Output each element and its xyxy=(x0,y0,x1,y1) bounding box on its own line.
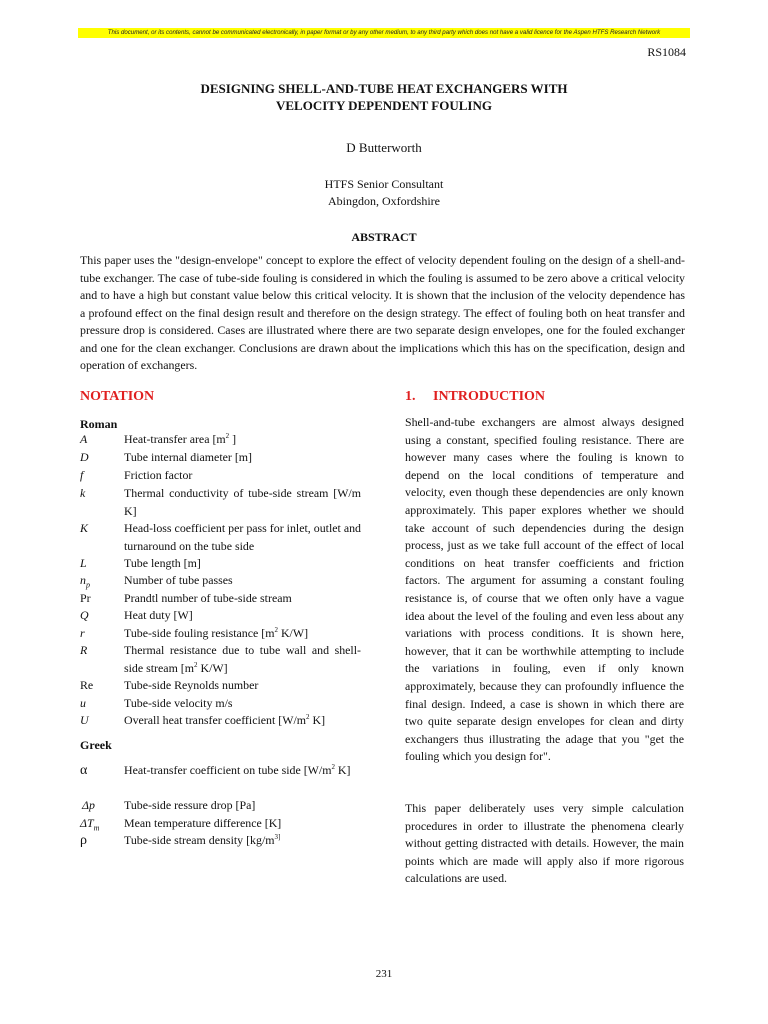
notation-description: Tube-side ressure drop [Pa] xyxy=(124,798,256,812)
notation-symbol: Q xyxy=(80,608,89,622)
introduction-paragraph-2: This paper deliberately uses very simple calculation procedures in order to illustrate the phenomena clearly without getting distracted with details. However, the main points which are made will apply also if more rigorous calculations are used. xyxy=(405,801,684,886)
notation-description: Tube-side Reynolds number xyxy=(124,678,259,692)
notation-description: Thermal conductivity of tube-side stream [W/m K] xyxy=(124,486,361,518)
abstract-text: This paper uses the "design-envelope" concept to explore the effect of velocity dependent fouling on the design of a shell-and-tube exchanger. The case of tube-side fouling is considered in which the fouling is assumed to be zero above a critical velocity and to have a high but constant value below this critical velocity. It is shown that the inclusion of the velocity dependence has a profound effect on the final design result and therefore on the design strategy. The effect of fouling both on heat transfer and pressure drop is considered. Cases are illustrated where there are two separate design envelopes, one for the fouled exchanger and one for the clean exchanger. Conclusions are drawn about the implications which this has on the specification, design and operation of exchangers. xyxy=(80,253,685,372)
introduction-paragraph-1: Shell-and-tube exchangers are almost always designed using a constant, specified fouling resistance. There are however many cases where the fouling is known to depend on the local conditions of temperature and velocity, even though these dependencies are only known approximately. This paper explores whether we should take account of such dependencies during the design process, just as we take full account of the effect of local conditions on heat transfer coefficients and friction factors. The argument for assuming a constant fouling resistance is, of course that we often only have a vague idea about the level of the fouling and even less about any variations with process conditions. It is shown here, however, that it can be worthwhile attempting to include the variations in fouling, even if only known approximately, because they can profoundly influence the final design. Indeed, a case is shown in which there are two quite separate design envelopes for clean and dirty exchangers thus illustrating the adage that you "get the fouling which you design for". xyxy=(405,415,684,764)
notation-row xyxy=(80,485,360,520)
notation-symbol: D xyxy=(80,450,89,464)
title-line-2: VELOCITY DEPENDENT FOULING xyxy=(276,98,492,113)
notation-description: Mean temperature difference [K] xyxy=(124,816,282,830)
affiliation-line-2: Abingdon, Oxfordshire xyxy=(328,194,440,208)
affiliation-line-1: HTFS Senior Consultant xyxy=(324,177,444,191)
notation-description: Prandtl number of tube-side stream xyxy=(124,591,292,605)
page-number: 231 xyxy=(375,968,393,980)
notation-symbol: R xyxy=(80,643,88,657)
notation-symbol: A xyxy=(80,432,88,446)
notation-symbol: u xyxy=(80,696,86,710)
introduction-heading: 1. INTRODUCTION xyxy=(405,389,546,404)
notation-description: Head-loss coefficient per pass for inlet, outlet and turnaround on the tube side xyxy=(124,521,361,553)
notation-symbol: f xyxy=(80,468,84,482)
notation-symbol: Δp xyxy=(82,798,95,812)
notation-description: Tube-side velocity m/s xyxy=(124,696,233,710)
roman-heading: Roman xyxy=(80,417,118,431)
abstract-heading: ABSTRACT xyxy=(351,230,417,244)
notation-symbol: α xyxy=(80,763,88,778)
notation-description: Tube internal diameter [m] xyxy=(124,450,253,464)
report-reference: RS1084 xyxy=(647,45,686,59)
notation-description: Number of tube passes xyxy=(124,573,233,587)
notation-symbol: K xyxy=(80,521,88,535)
paper-title xyxy=(80,80,688,114)
notation-description: Thermal resistance due to tube wall and shell-side stream [$m^2$ K/W] xyxy=(124,643,361,675)
notation-symbol: Pr xyxy=(80,591,91,605)
affiliation xyxy=(80,176,688,210)
notation-description: Friction factor xyxy=(124,468,193,482)
notation-description: Heat-transfer area [$m^2$ ] xyxy=(124,432,237,446)
notation-row xyxy=(80,520,360,555)
notation-heading: NOTATION xyxy=(80,389,155,404)
notation-symbol: $\Delta T_m$ xyxy=(80,816,100,833)
notation-row xyxy=(80,642,360,677)
notation-row xyxy=(80,762,360,797)
notation-symbol: ρ xyxy=(80,833,87,848)
notation-description: Overall heat transfer coefficient [$W/m^2$ K] xyxy=(124,713,326,727)
notation-symbol: r xyxy=(80,626,85,640)
notation-symbol: k xyxy=(80,486,86,500)
notation-description: Tube length [m] xyxy=(124,556,201,570)
author: D Butterworth xyxy=(346,140,422,155)
notation-symbol: $n_p$ xyxy=(80,573,90,590)
notation-symbol: U xyxy=(80,713,89,727)
notation-symbol: Re xyxy=(80,678,94,692)
notation-description: Tube-side stream density [$kg/m^{3]}$ xyxy=(124,833,281,847)
licence-banner: This document, or its contents, cannot be communicated electronically, in paper format or by any other medium, to any third party which does not have a valid licence for the Aspen HTFS Research Network xyxy=(78,28,690,38)
notation-description: Heat duty [W] xyxy=(124,608,193,622)
title-line-1: DESIGNING SHELL-AND-TUBE HEAT EXCHANGERS WITH xyxy=(200,81,568,96)
greek-heading: Greek xyxy=(80,738,112,752)
notation-description: Tube-side fouling resistance [$m^2$ K/W] xyxy=(124,626,309,640)
notation-description: Heat-transfer coefficient on tube side [$W/m^2$ K] xyxy=(124,763,351,777)
notation-symbol: L xyxy=(80,556,87,570)
